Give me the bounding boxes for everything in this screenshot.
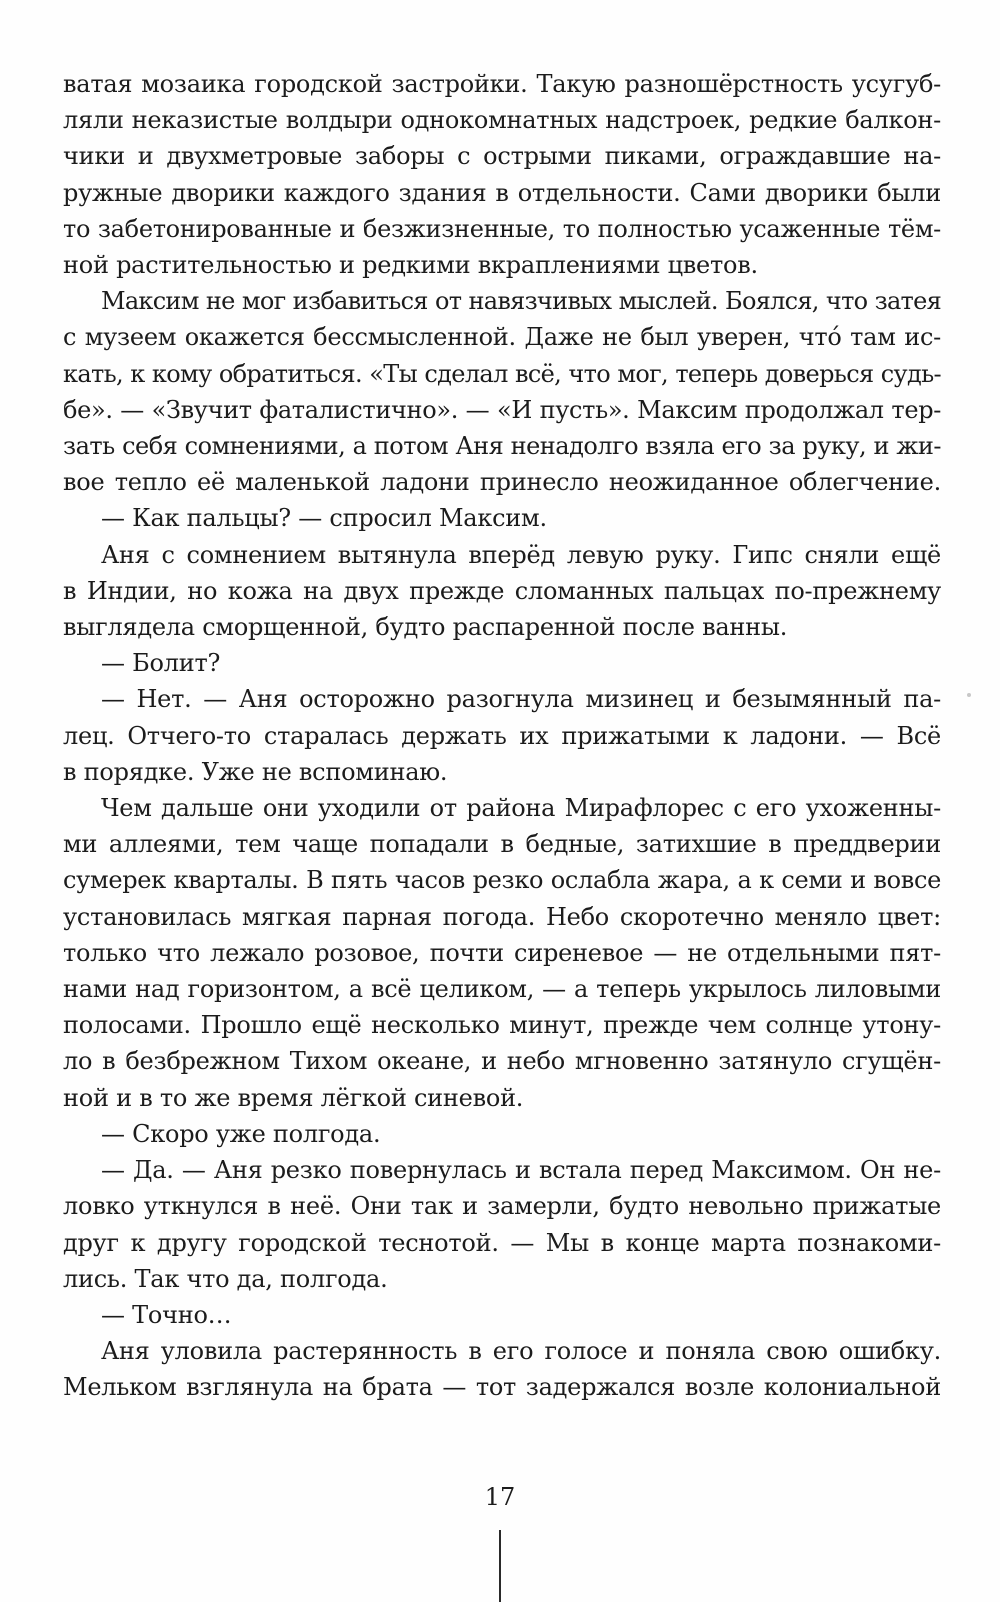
page-number: 17	[484, 1483, 516, 1511]
text-line: вое тепло её маленькой ладони принесло неожиданное облегчение.	[63, 468, 941, 497]
text-line: бе». — «Звучит фаталистично». — «И пусть». Максим продолжал тер-	[63, 395, 941, 424]
text-line: нами над горизонтом, а всё целиком, — а теперь укрылось лиловыми	[63, 975, 941, 1004]
bottom-rule	[499, 1530, 501, 1602]
text-line: сумерек кварталы. В пять часов резко ослабла жара, а к семи и вовсе	[63, 866, 941, 895]
text-line: Мельком взглянула на брата — тот задержался возле колониальной	[63, 1373, 941, 1402]
text-line: — Как пальцы? — спросил Максим.	[101, 504, 547, 533]
text-line: полосами. Прошло ещё несколько минут, прежде чем солнце утону-	[63, 1011, 941, 1040]
text-line: Аня с сомнением вытянула вперёд левую руку. Гипс сняли ещё	[101, 540, 941, 569]
text-line: друг к другу городской теснотой. — Мы в конце марта познакоми-	[63, 1228, 941, 1257]
text-line: Чем дальше они уходили от района Мирафлорес с его ухоженны-	[101, 794, 941, 823]
text-line: — Да. — Аня резко повернулась и встала перед Максимом. Он не-	[101, 1156, 941, 1185]
text-line: ло в безбрежном Тихом океане, и небо мгновенно затянуло сгущён-	[63, 1047, 941, 1076]
text-line: Аня уловила растерянность в его голосе и поняла свою ошибку.	[101, 1337, 941, 1366]
text-line: в порядке. Уже не вспоминаю.	[63, 757, 448, 786]
text-line: — Скоро уже полгода.	[101, 1119, 381, 1148]
text-line: — Болит?	[101, 649, 221, 678]
body-text	[63, 66, 941, 1406]
text-line: с музеем окажется бессмысленной. Даже не был уверен, что́ там ис-	[63, 323, 941, 352]
text-line: — Точно…	[101, 1300, 232, 1329]
text-line: зать себя сомнениями, а потом Аня ненадолго взяла его за руку, и жи-	[63, 432, 941, 461]
text-line: ной растительностью и редкими вкраплениями цветов.	[63, 251, 758, 280]
text-line: лец. Отчего-то старалась держать их прижатыми к ладони. — Всё	[63, 721, 941, 750]
text-line: то забетонированные и безжизненные, то полностью усаженные тём-	[63, 214, 941, 243]
text-line: кать, к кому обратиться. «Ты сделал всё, что мог, теперь доверься судь-	[63, 359, 941, 388]
text-line: ватая мозаика городской застройки. Такую разношёрстность усугуб-	[63, 70, 941, 98]
text-line: выглядела сморщенной, будто распаренной после ванны.	[63, 613, 788, 642]
text-line: ной и в то же время лёгкой синевой.	[63, 1083, 524, 1112]
text-line: ловко уткнулся в неё. Они так и замерли, будто невольно прижатые	[63, 1192, 941, 1221]
text-line: ми аллеями, тем чаще попадали в бедные, затихшие в преддверии	[63, 830, 941, 859]
text-line: ружные дворики каждого здания в отдельности. Сами дворики были	[63, 178, 941, 207]
text-line: в Индии, но кожа на двух прежде сломанных пальцах по-прежнему	[63, 576, 941, 605]
text-line: установилась мягкая парная погода. Небо скоротечно меняло цвет:	[63, 902, 941, 931]
text-line: — Нет. — Аня осторожно разогнула мизинец и безымянный па-	[101, 685, 941, 714]
text-line: лись. Так что да, полгода.	[63, 1264, 388, 1293]
text-line: Максим не мог избавиться от навязчивых мыслей. Боялся, что затея	[101, 287, 941, 316]
text-line: чики и двухметровые заборы с острыми пиками, ограждавшие на-	[63, 142, 941, 171]
paper-speck	[967, 693, 971, 697]
text-line: только что лежало розовое, почти сиреневое — не отдельными пят-	[63, 938, 941, 967]
text-line: ляли неказистые волдыри однокомнатных надстроек, редкие балкон-	[63, 106, 941, 135]
